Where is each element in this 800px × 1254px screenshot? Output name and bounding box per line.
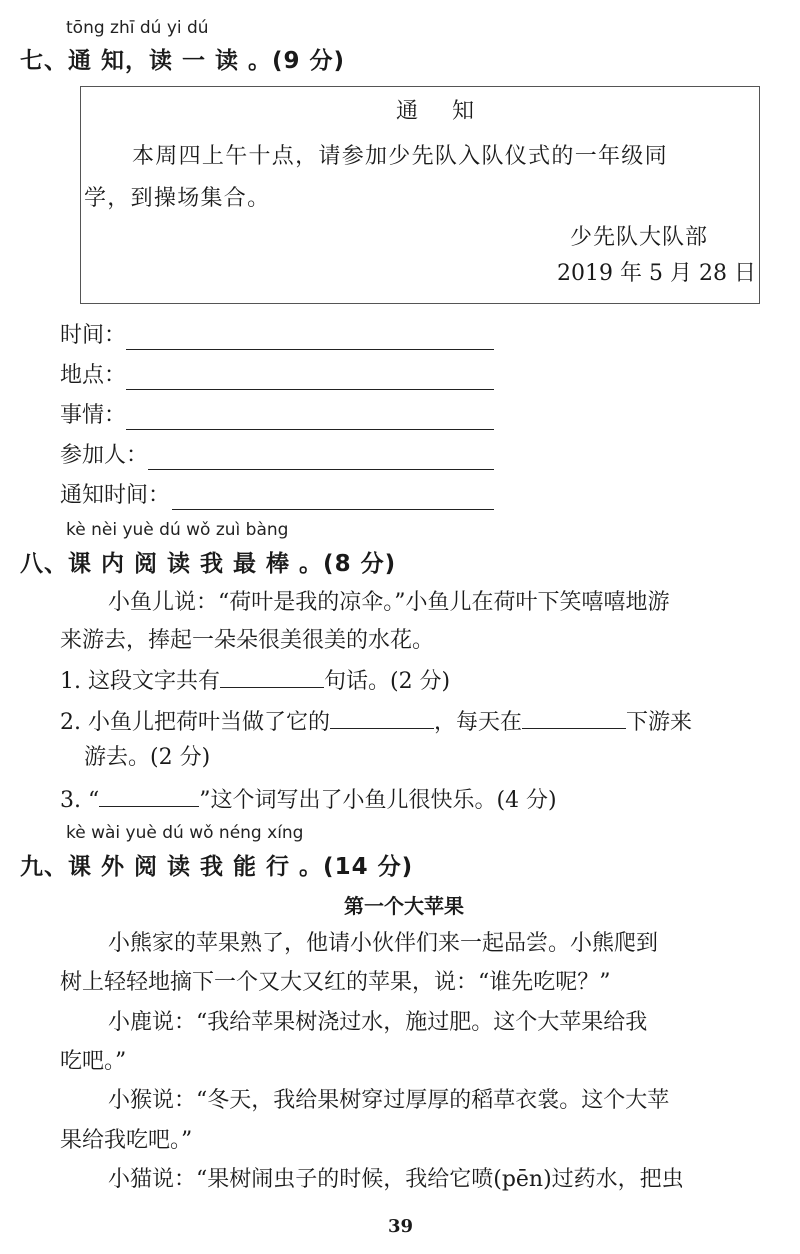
story-line-1: 小熊家的苹果熟了，他请小伙伴们来一起品尝。小熊爬到 bbox=[108, 931, 659, 956]
question-1-blank[interactable] bbox=[220, 665, 324, 688]
field-line-place[interactable] bbox=[126, 389, 494, 390]
question-2-prefix: 2. 小鱼儿把荷叶当做了它的 bbox=[60, 710, 330, 735]
section8-passage-line1: 小鱼儿说：“荷叶是我的凉伞。”小鱼儿在荷叶下笑嘻嘻地游 bbox=[108, 590, 670, 615]
story-title: 第一个大苹果 bbox=[344, 894, 464, 918]
field-line-notice-time[interactable] bbox=[172, 509, 494, 510]
story-line-2: 树上轻轻地摘下一个又大又红的苹果，说：“谁先吃呢？” bbox=[60, 970, 611, 995]
story-line-7: 小猫说：“果树闹虫子的时候，我给它喷(pēn)过药水，把虫 bbox=[108, 1167, 684, 1192]
question-2-blank-2[interactable] bbox=[522, 706, 626, 729]
field-label-event: 事情： bbox=[60, 403, 127, 428]
notice-signature: 少先队大队部 bbox=[570, 225, 709, 250]
notice-title: 通 知 bbox=[396, 99, 481, 124]
question-2 bbox=[60, 706, 692, 739]
notice-date: 2019 年 5 月 28 日 bbox=[557, 261, 756, 286]
field-label-notice-time: 通知时间： bbox=[60, 483, 171, 508]
question-3 bbox=[60, 784, 557, 817]
question-2-middle: ，每天在 bbox=[433, 710, 522, 735]
story-line-3: 小鹿说：“我给苹果树浇过水，施过肥。这个大苹果给我 bbox=[108, 1010, 648, 1035]
story-line-4: 吃吧。” bbox=[60, 1049, 127, 1074]
section8-heading: 八、课 内 阅 读 我 最 棒 。(8 分) bbox=[20, 551, 397, 577]
notice-body-line1: 本周四上午十点，请参加少先队入队仪式的一年级同 bbox=[132, 144, 668, 169]
question-3-prefix: 3. “ bbox=[60, 788, 100, 813]
section8-pinyin: kè nèi yuè dú wǒ zuì bàng bbox=[66, 520, 289, 540]
story-line-6: 果给我吃吧。” bbox=[60, 1128, 193, 1153]
question-1-suffix: 句话。(2 分) bbox=[323, 669, 451, 694]
page-number: 39 bbox=[388, 1216, 414, 1237]
field-line-time[interactable] bbox=[126, 349, 494, 350]
notice-body-line2: 学，到操场集合。 bbox=[84, 186, 271, 211]
section8-passage-line2: 来游去，捧起一朵朵很美很美的水花。 bbox=[60, 628, 435, 653]
question-3-blank[interactable] bbox=[99, 784, 199, 807]
field-label-place: 地点： bbox=[60, 363, 127, 388]
question-3-suffix: ”这个词写出了小鱼儿很快乐。(4 分) bbox=[199, 788, 557, 813]
field-label-time: 时间： bbox=[60, 323, 127, 348]
section9-pinyin: kè wài yuè dú wǒ néng xíng bbox=[66, 823, 304, 843]
field-label-participants: 参加人： bbox=[60, 443, 149, 468]
question-1 bbox=[60, 665, 450, 698]
section7-heading: 七、通 知，读 一 读 。(9 分) bbox=[20, 48, 346, 74]
field-line-event[interactable] bbox=[126, 429, 494, 430]
section9-heading: 九、课 外 阅 读 我 能 行 。(14 分) bbox=[20, 854, 414, 880]
question-2-line2: 游去。(2 分) bbox=[84, 745, 211, 770]
section7-pinyin: tōng zhī dú yi dú bbox=[66, 18, 209, 38]
question-2-suffix: 下游来 bbox=[626, 710, 693, 735]
field-line-participants[interactable] bbox=[148, 469, 494, 470]
question-2-blank-1[interactable] bbox=[330, 706, 434, 729]
question-1-prefix: 1. 这段文字共有 bbox=[60, 669, 220, 694]
story-line-5: 小猴说：“冬天，我给果树穿过厚厚的稻草衣裳。这个大苹 bbox=[108, 1088, 670, 1113]
